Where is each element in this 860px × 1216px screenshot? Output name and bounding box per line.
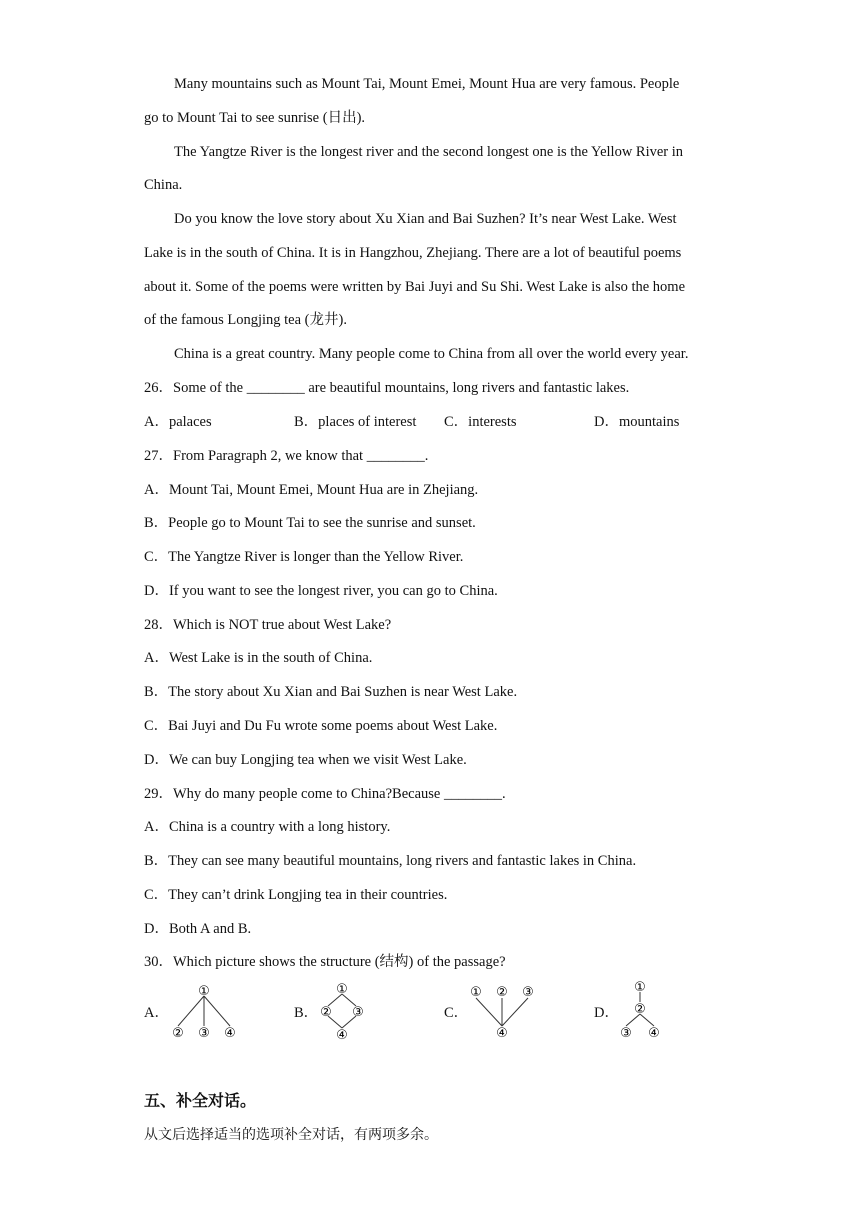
passage-line: China is a great country. Many people come to China from all over the world every year. bbox=[174, 346, 689, 362]
passage-line: China. bbox=[144, 177, 183, 193]
question-27-stem: 27．From Paragraph 2, we know that ________. bbox=[144, 448, 429, 464]
q27-option-d: D．If you want to see the longest river, you can go to China. bbox=[144, 583, 498, 599]
node-label: ② bbox=[496, 985, 508, 1000]
question-28-stem: 28．Which is NOT true about West Lake? bbox=[144, 617, 392, 633]
q29-option-d: D．Both A and B. bbox=[144, 921, 252, 937]
section-title: 五、补全对话。 bbox=[144, 1091, 257, 1110]
passage-line: The Yangtze River is the longest river and the second longest one is the Yellow River in bbox=[174, 144, 684, 160]
node-label: ① bbox=[198, 984, 210, 999]
node-label: ③ bbox=[620, 1026, 632, 1041]
q27-option-a: A．Mount Tai, Mount Emei, Mount Hua are in Zhejiang. bbox=[144, 482, 479, 498]
q27-option-c: C．The Yangtze River is longer than the Yellow River. bbox=[144, 549, 464, 565]
question-26-stem: 26．Some of the ________ are beautiful mountains, long rivers and fantastic lakes. bbox=[144, 380, 630, 396]
q26-option-d: D．mountains bbox=[594, 414, 680, 430]
node-label: ④ bbox=[648, 1026, 660, 1041]
question-30-stem: 30．Which picture shows the structure (结构) of the passage? bbox=[144, 954, 506, 970]
q29-option-a: A．China is a country with a long history. bbox=[144, 819, 391, 835]
q30-option-a: A． bbox=[144, 1005, 169, 1021]
structure-diagram-c bbox=[462, 980, 542, 1044]
q30-option-c: C． bbox=[444, 1005, 469, 1021]
passage-line: Many mountains such as Mount Tai, Mount Emei, Mount Hua are very famous. People bbox=[174, 76, 680, 92]
passage-line: go to Mount Tai to see sunrise (日出). bbox=[144, 110, 366, 126]
q28-option-c: C．Bai Juyi and Du Fu wrote some poems about West Lake. bbox=[144, 718, 498, 734]
node-label: ② bbox=[172, 1026, 184, 1041]
q26-option-b: B．places of interest bbox=[294, 414, 417, 430]
question-29-stem: 29．Why do many people come to China?Because ________. bbox=[144, 786, 506, 802]
node-label: ③ bbox=[198, 1026, 210, 1041]
node-label: ③ bbox=[352, 1005, 364, 1020]
passage-line: about it. Some of the poems were written by Bai Juyi and Su Shi. West Lake is also the home bbox=[144, 279, 686, 295]
q29-option-b: B．They can see many beautiful mountains, long rivers and fantastic lakes in China. bbox=[144, 853, 637, 869]
node-label: ② bbox=[320, 1005, 332, 1020]
section-instruction: 从文后选择适当的选项补全对话，有两项多余。 bbox=[144, 1127, 438, 1143]
q28-option-a: A．West Lake is in the south of China. bbox=[144, 650, 373, 666]
node-label: ④ bbox=[336, 1028, 348, 1043]
node-label: ④ bbox=[224, 1026, 236, 1041]
q29-option-c: C．They can’t drink Longjing tea in their countries. bbox=[144, 887, 448, 903]
node-label: ① bbox=[470, 985, 482, 1000]
node-label: ③ bbox=[522, 985, 534, 1000]
node-label: ① bbox=[634, 980, 646, 995]
q27-option-b: B．People go to Mount Tai to see the sunrise and sunset. bbox=[144, 515, 476, 531]
structure-diagram-a bbox=[164, 980, 244, 1044]
q28-option-d: D．We can buy Longjing tea when we visit West Lake. bbox=[144, 752, 467, 768]
structure-diagram-b bbox=[312, 978, 372, 1044]
q26-option-c: C．interests bbox=[444, 414, 517, 430]
passage-line: Do you know the love story about Xu Xian and Bai Suzhen? It’s near West Lake. West bbox=[174, 211, 677, 227]
node-label: ② bbox=[634, 1002, 646, 1017]
node-label: ① bbox=[336, 982, 348, 997]
passage-line: of the famous Longjing tea (龙井). bbox=[144, 312, 347, 328]
passage-line: Lake is in the south of China. It is in Hangzhou, Zhejiang. There are a lot of beautiful poems bbox=[144, 245, 682, 261]
q26-option-a: A．palaces bbox=[144, 414, 212, 430]
structure-diagram-d bbox=[612, 976, 668, 1044]
node-label: ④ bbox=[496, 1026, 508, 1041]
q30-option-b: B． bbox=[294, 1005, 319, 1021]
q28-option-b: B．The story about Xu Xian and Bai Suzhen is near West Lake. bbox=[144, 684, 518, 700]
q30-option-d: D． bbox=[594, 1005, 619, 1021]
